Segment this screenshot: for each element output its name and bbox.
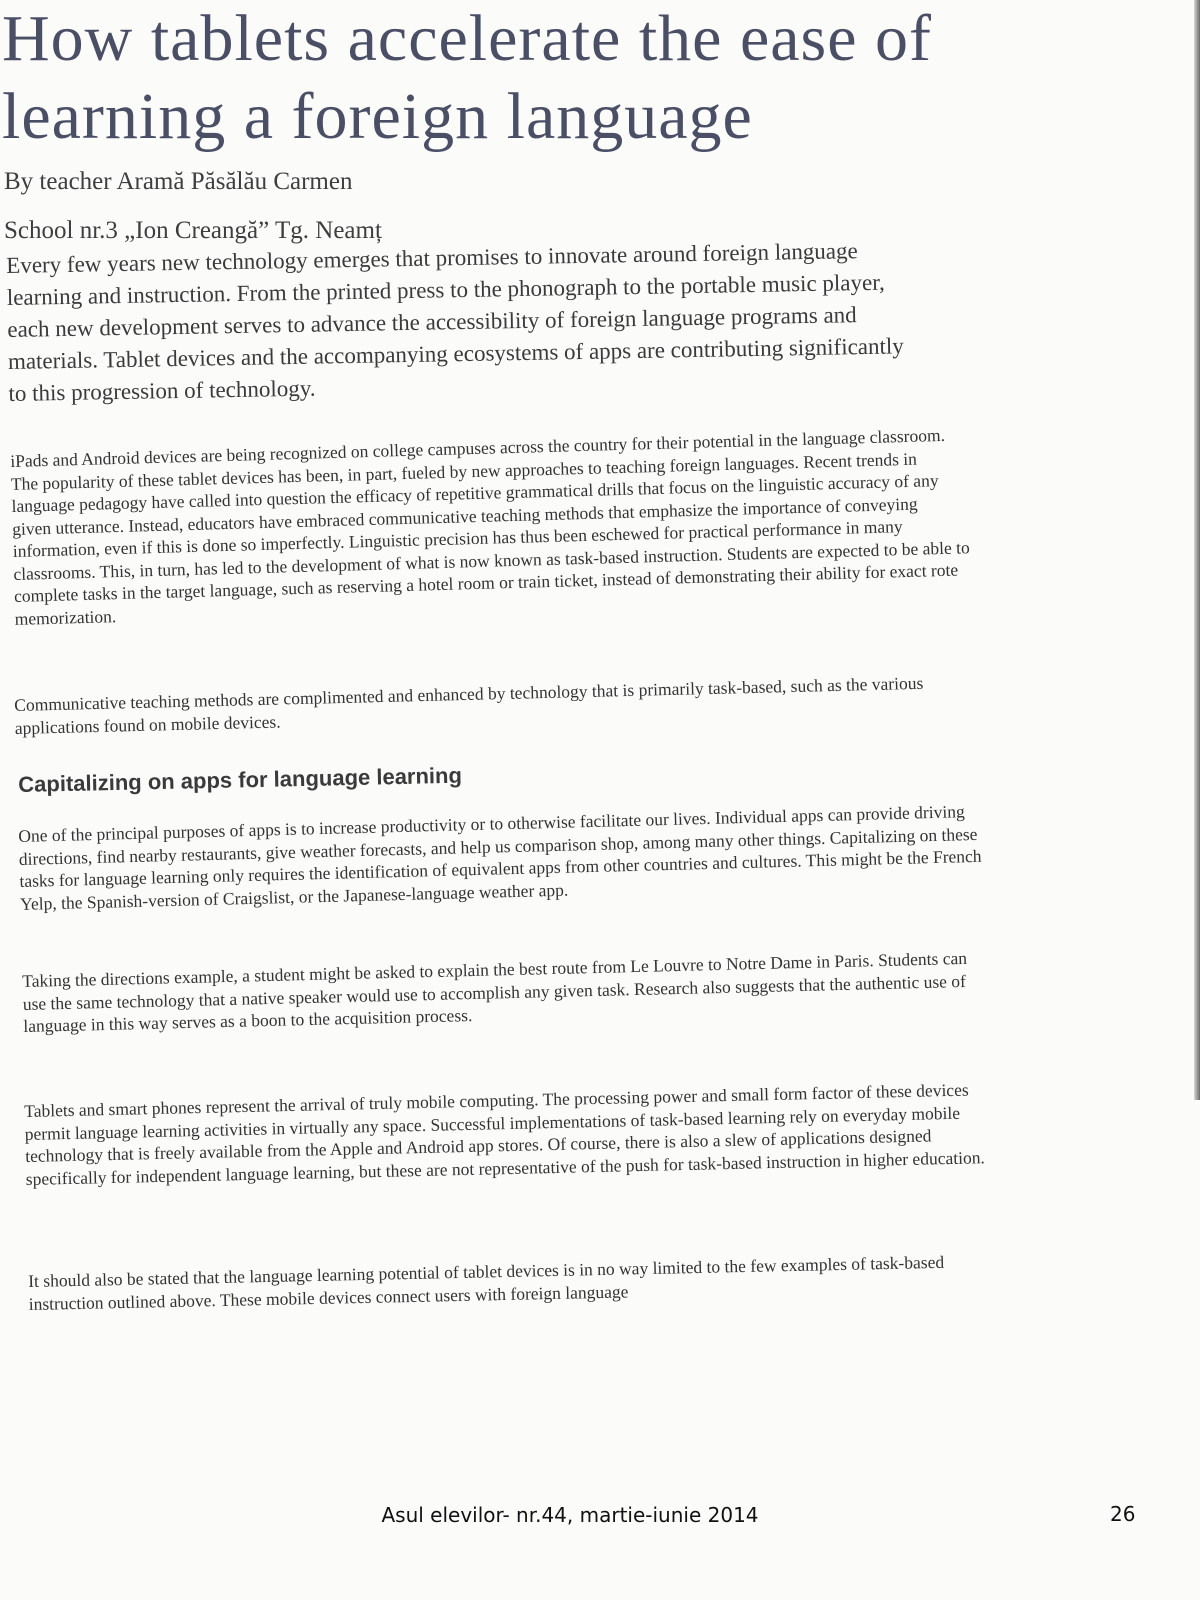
section-paragraph: Taking the directions example, a student might be asked to explain the best route from Le Louvre to Notre Dame in Paris. Students can use the same technology that a native speaker would use to accomplish any given task. Research also suggests that the authentic use of language in this way serves as a boon to the acquisition process. <box>22 947 968 1036</box>
article-title: How tablets accelerate the ease of learning a foreign language <box>2 2 932 153</box>
section-paragraph: Tablets and smart phones represent the arrival of truly mobile computing. The processing power and small form factor of these devices permit language learning activities in virtually any space. Successful implementations of task-based learning rely on everyday mobile technology that is freely available from the Apple and Android app stores. Of course, there is also a slew of applications designed specifically for independent language learning, but these are not representative of the push for task-based instruction in higher education. <box>24 1079 986 1189</box>
school-affiliation: School nr.3 „Ion Creangă” Tg. Neamț <box>4 217 382 244</box>
section-heading: Capitalizing on apps for language learning <box>18 762 463 797</box>
section-paragraph: One of the principal purposes of apps is to increase productivity or to otherwise facilitate our lives. Individual apps can provide driving directions, find nearby restaurants, give weather forecasts, and help us comparison shop, among many other things. Capitalizing on these tasks for language learning only requires the identification of equivalent apps from other countries and cultures. This might be the French Yelp, the Spanish-version of Craigslist, or the Japanese-language weather app. <box>18 801 982 914</box>
body-paragraph: Communicative teaching methods are complimented and enhanced by technology that is primarily task-based, such as the various applications found on mobile devices. <box>14 672 924 738</box>
lead-paragraph: Every few years new technology emerges that promises to innovate around foreign language learning and instruction. From the printed press to the phonograph to the portable music player, each new development serves to advance the accessibility of foreign language programs and materials. Tablet devices and the accompanying ecosystems of apps are contributing significantly to this progression of technology. <box>6 238 904 406</box>
section-paragraph: It should also be stated that the language learning potential of tablet devices is in no way limited to the few examples of task-based instruction outlined above. These mobile devices connect users with foreign language <box>28 1251 945 1314</box>
publication-footer: Asul elevilor- nr.44, martie-iunie 2014 <box>381 1503 759 1527</box>
page-number: 26 <box>1110 1502 1136 1526</box>
author-byline: By teacher Aramă Păsălău Carmen <box>4 168 353 195</box>
body-paragraph: iPads and Android devices are being recognized on college campuses across the country for their potential in the language classroom. The popularity of these tablet devices has been, in part, fueled by new approaches to teaching foreign languages. Recent trends in language pedagogy have called into question the efficacy of repetitive grammatical drills that focus on the linguistic accuracy of any given utterance. Instead, educators have embraced communicative teaching methods that emphasize the importance of conveying information, even if this is done so imperfectly. Linguistic precision has thus been eschewed for practical performance in many classrooms. This, in turn, has led to the development of what is now known as task-based instruction. Students are expected to be able to complete tasks in the target language, such as reserving a hotel room or train ticket, instead of demonstrating their ability for exact rote memorization. <box>10 424 970 629</box>
page-edge-shadow <box>1194 0 1200 1100</box>
